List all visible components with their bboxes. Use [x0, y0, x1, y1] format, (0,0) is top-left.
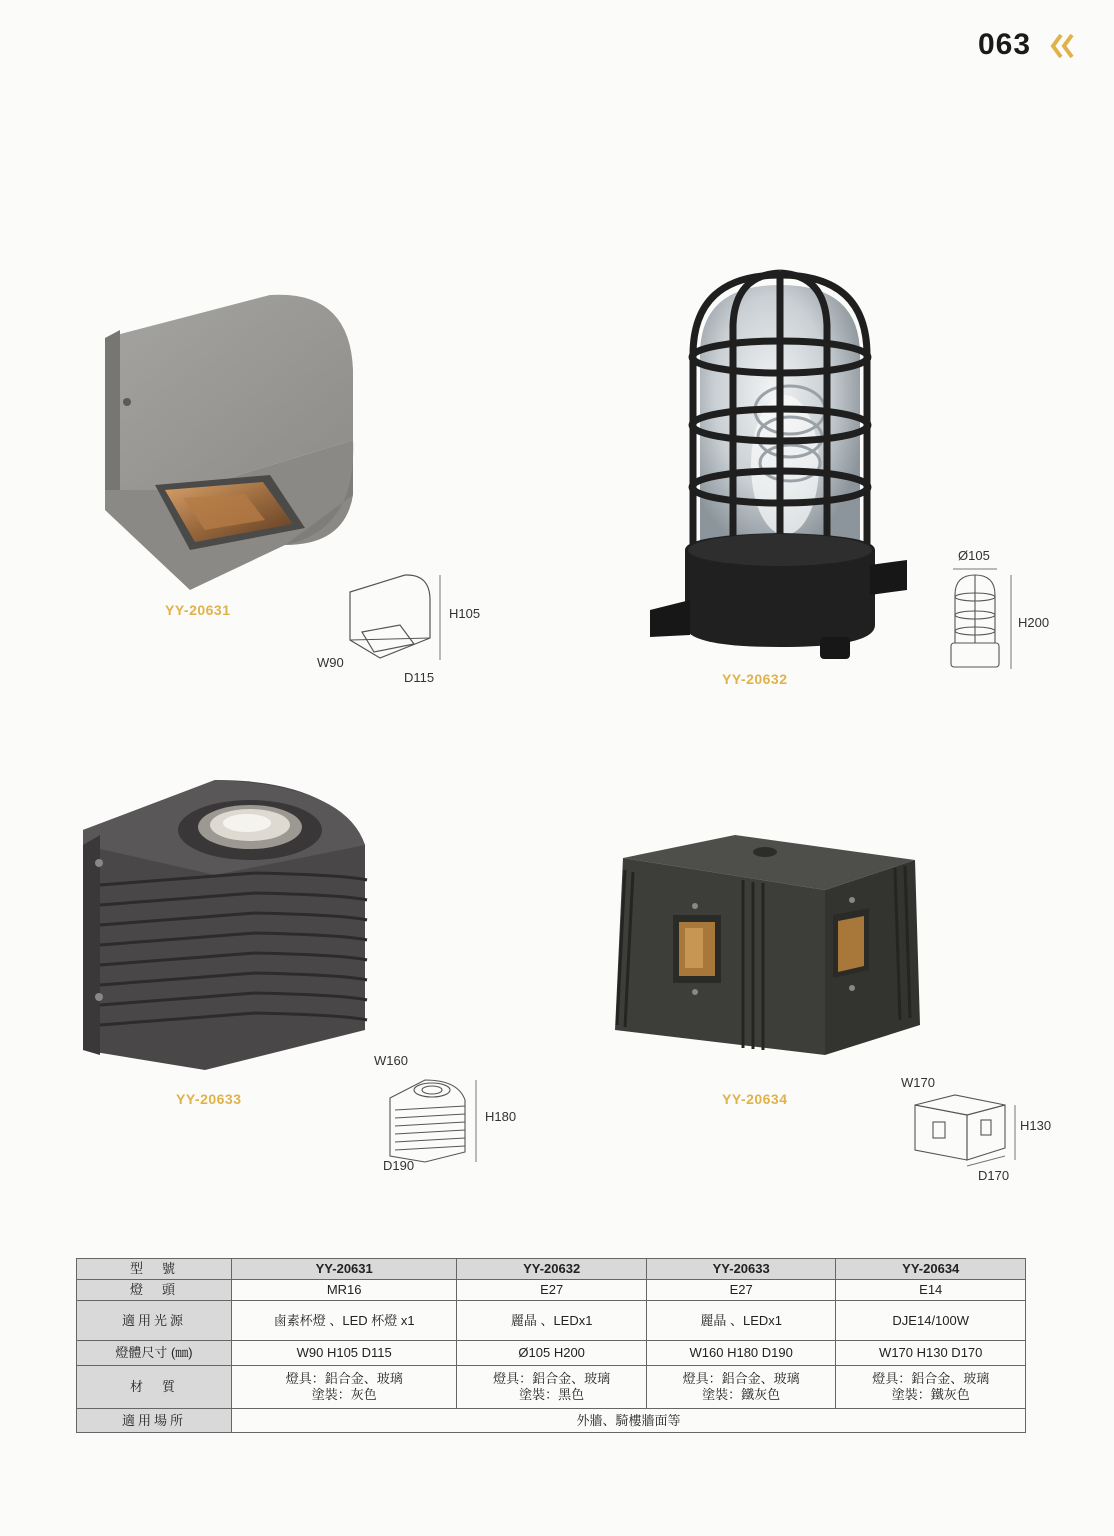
product-label: YY-20631 — [165, 602, 231, 618]
spec-cell: W90 H105 D115 — [232, 1341, 457, 1366]
dimension-w: W90 — [317, 655, 344, 670]
dimension-drawing — [380, 1070, 480, 1170]
spec-cell: YY-20632 — [457, 1259, 647, 1280]
product-label: YY-20634 — [722, 1091, 788, 1107]
row-label-model: 型 號 — [77, 1259, 232, 1280]
dimension-w: W170 — [901, 1075, 935, 1090]
dimension-h: H130 — [1020, 1118, 1052, 1133]
spec-cell: DJE14/100W — [836, 1301, 1026, 1341]
dimension-drawing — [905, 1090, 1020, 1170]
spec-cell — [646, 1366, 836, 1409]
spec-cell: E27 — [646, 1280, 836, 1301]
product-photo-yy20634 — [605, 830, 925, 1065]
material-body: 燈具：鋁合金、玻璃 — [285, 1371, 403, 1386]
spec-cell — [836, 1366, 1026, 1409]
material-body: 燈具：鋁合金、玻璃 — [872, 1371, 990, 1386]
dimension-h: H200 — [1018, 615, 1050, 630]
product-photo-yy20631 — [95, 290, 365, 595]
material-body: 燈具：鋁合金、玻璃 — [682, 1371, 800, 1386]
material-finish: 塗裝：黑色 — [519, 1387, 585, 1402]
spec-row-model — [77, 1259, 1026, 1280]
spec-table — [76, 1258, 1026, 1433]
spec-cell: W170 H130 D170 — [836, 1341, 1026, 1366]
spec-row-size — [77, 1341, 1026, 1366]
spec-cell — [457, 1366, 647, 1409]
spec-cell — [232, 1366, 457, 1409]
spec-row-location — [77, 1409, 1026, 1433]
product-photo-yy20632 — [645, 265, 915, 665]
row-label-size: 燈體尺寸 (㎜) — [77, 1341, 232, 1366]
spec-cell-location: 外牆、騎樓牆面等 — [232, 1409, 1026, 1433]
spec-cell: 麗晶 、LEDx1 — [457, 1301, 647, 1341]
spec-cell: E27 — [457, 1280, 647, 1301]
double-chevron-left-icon — [1048, 32, 1076, 60]
product-label: YY-20632 — [722, 671, 788, 687]
spec-row-material — [77, 1366, 1026, 1409]
row-label-light-source: 適用光源 — [77, 1301, 232, 1341]
page-number: 063 — [978, 28, 1032, 61]
row-label-material: 材 質 — [77, 1366, 232, 1409]
spec-row-socket — [77, 1280, 1026, 1301]
row-label-location: 適用場所 — [77, 1409, 232, 1433]
dimension-h: H180 — [485, 1109, 517, 1124]
dimension-drawing — [945, 565, 1020, 675]
spec-row-light-source — [77, 1301, 1026, 1341]
material-finish: 塗裝：鐵灰色 — [702, 1387, 781, 1402]
spec-cell: YY-20634 — [836, 1259, 1026, 1280]
product-label: YY-20633 — [176, 1091, 242, 1107]
row-label-socket: 燈 頭 — [77, 1280, 232, 1301]
dimension-diameter: Ø105 — [958, 548, 990, 563]
dimension-d: D115 — [404, 670, 435, 685]
dimension-w: W160 — [374, 1053, 408, 1068]
product-photo-yy20633 — [75, 775, 380, 1075]
dimension-d: D170 — [978, 1168, 1010, 1183]
dimension-d: D190 — [383, 1158, 415, 1173]
spec-cell: YY-20633 — [646, 1259, 836, 1280]
spec-cell: 鹵素杯燈 、LED 杯燈 x1 — [232, 1301, 457, 1341]
dimension-h: H105 — [449, 606, 481, 621]
dimension-drawing — [340, 570, 445, 670]
material-finish: 塗裝：鐵灰色 — [891, 1387, 970, 1402]
spec-cell: W160 H180 D190 — [646, 1341, 836, 1366]
spec-cell: E14 — [836, 1280, 1026, 1301]
spec-cell: YY-20631 — [232, 1259, 457, 1280]
material-body: 燈具：鋁合金、玻璃 — [493, 1371, 611, 1386]
spec-cell: MR16 — [232, 1280, 457, 1301]
material-finish: 塗裝：灰色 — [311, 1387, 377, 1402]
spec-cell: Ø105 H200 — [457, 1341, 647, 1366]
spec-cell: 麗晶 、LEDx1 — [646, 1301, 836, 1341]
